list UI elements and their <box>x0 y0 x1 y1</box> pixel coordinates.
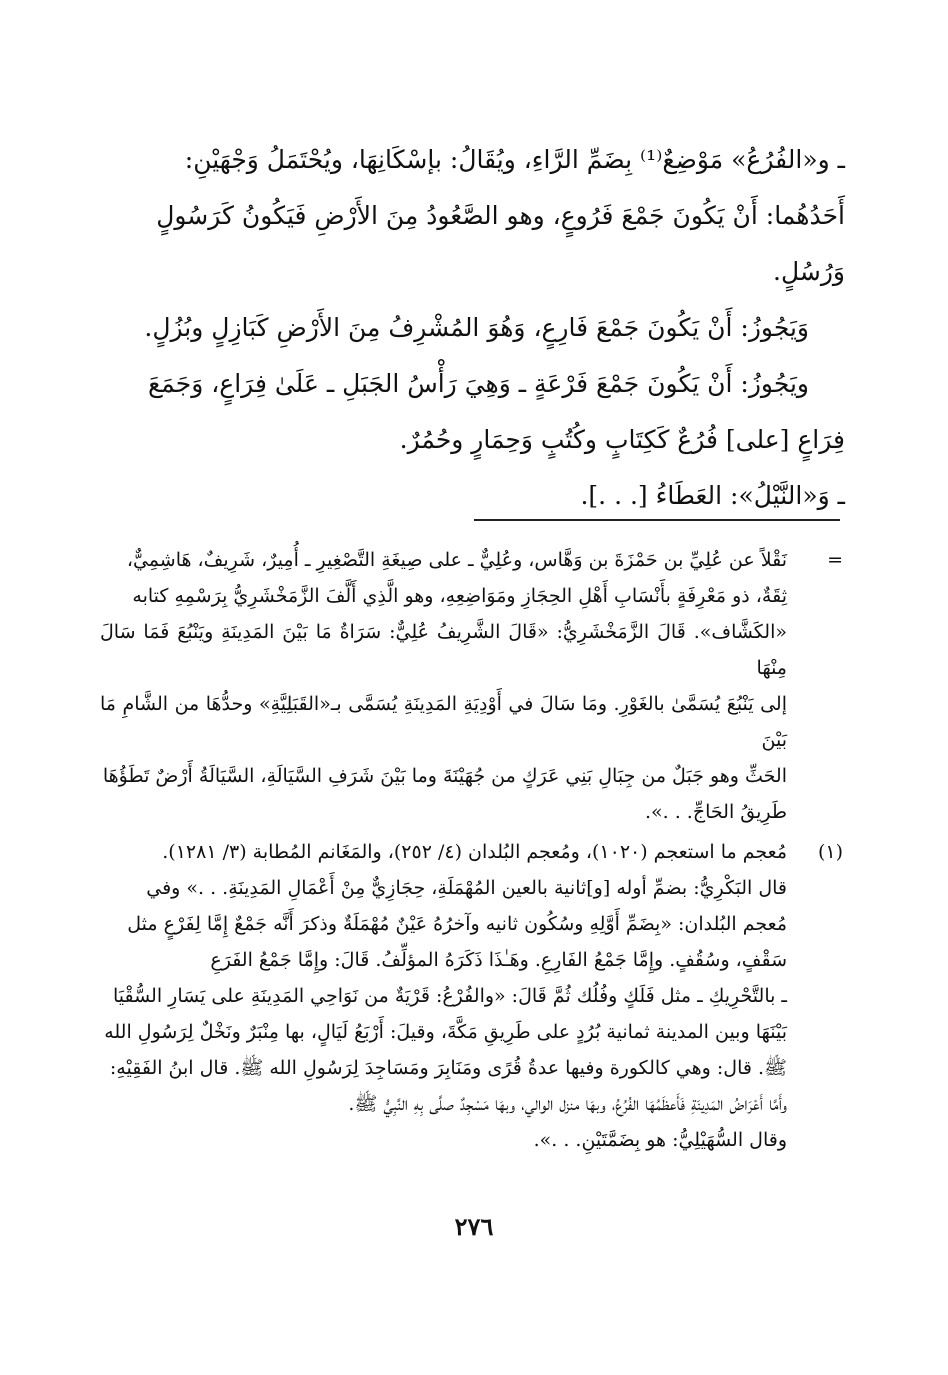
main-line: فِرَاعٍ [على] فُرُعٌ كَكِتَابٍ وكُتُبٍ وَحِمَارٍ وحُمُرٌ. <box>399 425 845 454</box>
footnote-line: إلى يَنْبُعَ يُسَمَّىٰ بالغَوْرِ. ومَا سَالَ في أَوْدِيَةِ المَدِينَةِ يُسَمَّى بـ«القَبَلِيَّةِ» وحدُّهَا من الشَّامِ مَا بَيْنَ <box>100 693 787 751</box>
main-line: أَحَدُهُما: أَنْ يَكُونَ جَمْعَ فَرُوعٍ، وهو الصَّعُودُ مِنَ الأَرْضِ فَيَكُونُ كَرَسُولٍ <box>156 201 845 230</box>
footnote-line: بَيْنَهَا وبين المدينة ثمانية بُرُدٍ على طَرِيقِ مَكَّةَ، وقيلَ: أَرْبَعُ لَيَالٍ، بها مِنْبَرٌ ونَخْلٌ لِرَسُولِ الله <box>104 1021 787 1043</box>
continuation-marker: = <box>827 549 843 571</box>
main-text <box>100 132 845 524</box>
footnote-line: ـ بالتَّحْرِيكِ ـ مثل فَلَكٍ وفُلُك ثُمَّ قَالَ: «والفُرْعُ: قَرْيَةٌ من نَوَاحِي المَدِينَةِ على يَسَارِ السُّقْيَا <box>112 985 787 1007</box>
main-line: وَيَجُوزُ: أَنْ يَكُونَ جَمْعَ فَارِعٍ، وَهُوَ المُشْرِفُ مِنَ الأَرْضِ كَبَازِلٍ وبُزُلٍ. <box>144 313 809 342</box>
footnote-line: وقال السُّهَيْلِيُّ: هو بِضَمَّتَيْنِ. . .». <box>533 1129 787 1151</box>
footnotes <box>100 542 845 1158</box>
footnote-line: نَقْلاً عن عُلِيِّ بن حَمْزَةَ بن وَهَّاس، وعُلِيٌّ ـ على صِيغَةِ التَّصْغِيرِ ـ أُمِيرٌ، شَرِيفٌ، هَاشِمِيٌّ، <box>126 549 787 571</box>
footnote-1 <box>100 834 845 1158</box>
main-line: وَرُسُلٍ. <box>773 257 845 286</box>
main-line: ويَجُوزُ: أَنْ يَكُونَ جَمْعَ فَرْعَةٍ ـ وَهِيَ رَأْسُ الجَبَلِ ـ عَلَىٰ فِرَاعٍ، وَجَمَعَ <box>147 369 809 398</box>
footnote-divider <box>474 519 840 521</box>
page-number: ٢٧٦ <box>454 1212 494 1241</box>
footnote-line: الحَثِّ وهو جَبَلٌ من جِبَالِ بَنِي عَرَكٍ من جُهَيْنَةَ وما بَيْنَ شَرَفِ السَّيَالَةِ، السَّيَالَةُ أَرْضٌ تَطَؤُهَا <box>102 765 787 787</box>
footnote-line: مُعجم ما استعجم (١٠٢٠)، ومُعجم البُلدان (٤/ ٢٥٢)، والمَغَانم المُطابة (٣/ ١٢٨١). <box>162 841 787 863</box>
footnote-line: قال البَكْرِيُّ: بضمِّ أوله [و]ثانية بالعين المُهْمَلَةِ، حِجَازِيٌّ مِنْ أَعْمَالِ المَدِينَةِ. . .» وفي <box>146 877 787 899</box>
footnote-line: سَقْفٍ، وسُقُفٍ. وإِمَّا جَمْعُ الفَارِعِ. وهَـٰذَا ذَكَرَهُ المؤلِّفُ. قَالَ: وإِمَّا جَمْعُ الفَرَعِ <box>210 949 787 971</box>
main-line: ـ وَ«النَّيْلُ»: العَطَاءُ [. . .]. <box>580 481 845 510</box>
footnote-line: مُعجم البُلدان: «بِضَمِّ أَوَّلِهِ وسُكُون ثانيه وآخرُهُ عَيْنٌ مُهْمَلَةٌ وذكرَ أَنَّه جَمْعٌ إِمَّا لِفَرْعٍ مثل <box>127 913 787 935</box>
footnote-continuation <box>100 542 845 830</box>
main-line: ـ و«الفُرُعُ» مَوْضِعٌ⁽¹⁾ بِضَمِّ الرَّاءِ، ويُقَالُ: بإسْكَانِهَا، ويُحْتَمَلُ وَجْهَيْنِ: <box>184 145 845 174</box>
footnote-number: (١) <box>817 841 843 863</box>
footnote-line: «الكَشَّاف». قَالَ الزَّمَخْشَرِيُّ: «قَالَ الشَّرِيفُ عُلِيٌّ: سَرَاةُ مَا بَيْنَ المَدِينَةِ ويَنْبُعَ فَمَا سَالَ مِنْهَا <box>100 621 787 679</box>
footnote-line: وأَمَّا أَعْرَاضُ المَدِينَةِ فَأَعظَمُهَا الفُرُعُ، وبهَا منزل الوالي، وبهَا مَسْجِدٌ صلَّى بِهِ النَّبِيُّ ﷺ. <box>348 1093 787 1115</box>
footnote-line: ﷺ. قال: وهي كالكورة وفيها عدةُ قُرًى ومَنَابِرَ ومَسَاجِدَ لِرَسُولِ الله ﷺ. قال ابنُ الفَقِيْهِ: <box>109 1057 787 1079</box>
footnote-line: طَرِيقُ الحَاجِّ. . .». <box>644 801 787 823</box>
footnote-line: ثِقَةٌ، ذو مَعْرِفَةٍ بأَنْسَابِ أَهْلِ الحِجَازِ ومَوَاضِعِهِ، وهو الَّذِي أَلَّفَ الزَّمَخْشَرِيُّ بِرَسْمِهِ كتابه <box>132 585 787 607</box>
